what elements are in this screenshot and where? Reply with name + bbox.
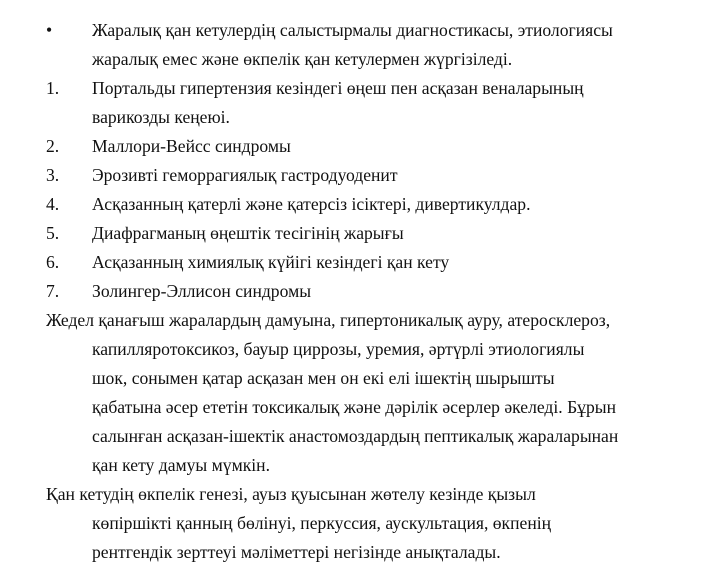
- paragraph-line: қабатына әсер ететін токсикалық және дәрілік әсерлер әкеледі. Бұрын: [92, 397, 616, 417]
- list-item-text-line: варикозды кеңеюі.: [92, 107, 230, 127]
- list-marker: 1.: [46, 78, 60, 98]
- list-marker: 2.: [46, 136, 60, 156]
- paragraph-line: Қан кетудің өкпелік генезі, ауыз қуысынан жөтелу кезінде қызыл: [46, 484, 536, 504]
- list-marker: 6.: [46, 252, 60, 272]
- list-marker: 5.: [46, 223, 60, 243]
- paragraph-line: Жедел қанағыш жаралардың дамуына, гипертоникалық ауру, атеросклероз,: [46, 310, 611, 330]
- paragraph-line: рентгендік зерттеуі мәліметтері негізінде анықталады.: [92, 542, 501, 562]
- list-marker: 4.: [46, 194, 60, 214]
- list-item-text-line: Эрозивті геморрагиялық гастродуоденит: [92, 165, 398, 185]
- list-item-text-line: Асқазанның қатерлі және қатерсіз ісіктері, дивертикулдар.: [92, 194, 531, 214]
- list-item-text-line: жаралық емес және өкпелік қан кетулермен жүргізіледі.: [92, 49, 513, 69]
- list-item-text-line: Маллори-Вейсс синдромы: [92, 136, 291, 156]
- list-item-text-line: Портальды гипертензия кезіндегі өңеш пен асқазан веналарының: [92, 78, 584, 98]
- list-marker: 7.: [46, 281, 60, 301]
- paragraph-pulmonary: [46, 480, 696, 567]
- paragraph-line: қан кету дамуы мүмкін.: [92, 455, 270, 475]
- list-item-text-line: Асқазанның химиялық күйігі кезіндегі қан кету: [92, 252, 450, 272]
- list-item-text-line: Золингер-Эллисон синдромы: [92, 281, 312, 301]
- list-marker: •: [46, 20, 53, 40]
- paragraph-causes: [46, 306, 696, 480]
- list-marker: 3.: [46, 165, 60, 185]
- list-item-text-line: Диафрагманың өңештік тесігінің жарығы: [92, 223, 404, 243]
- list-item-text-line: Жаралық қан кетулердің салыстырмалы диагностикасы, этиологиясы: [92, 20, 613, 40]
- paragraph-line: капилляротоксикоз, бауыр циррозы, уремия, әртүрлі этиологиялы: [92, 339, 585, 359]
- paragraph-line: шок, сонымен қатар асқазан мен он екі елі ішектің шырышты: [92, 368, 555, 388]
- paragraph-line: салынған асқазан-ішектік анастомоздардың пептикалық жараларынан: [92, 426, 619, 446]
- paragraph-line: көпіршікті қанның бөлінуі, перкуссия, аускультация, өкпенің: [92, 513, 552, 533]
